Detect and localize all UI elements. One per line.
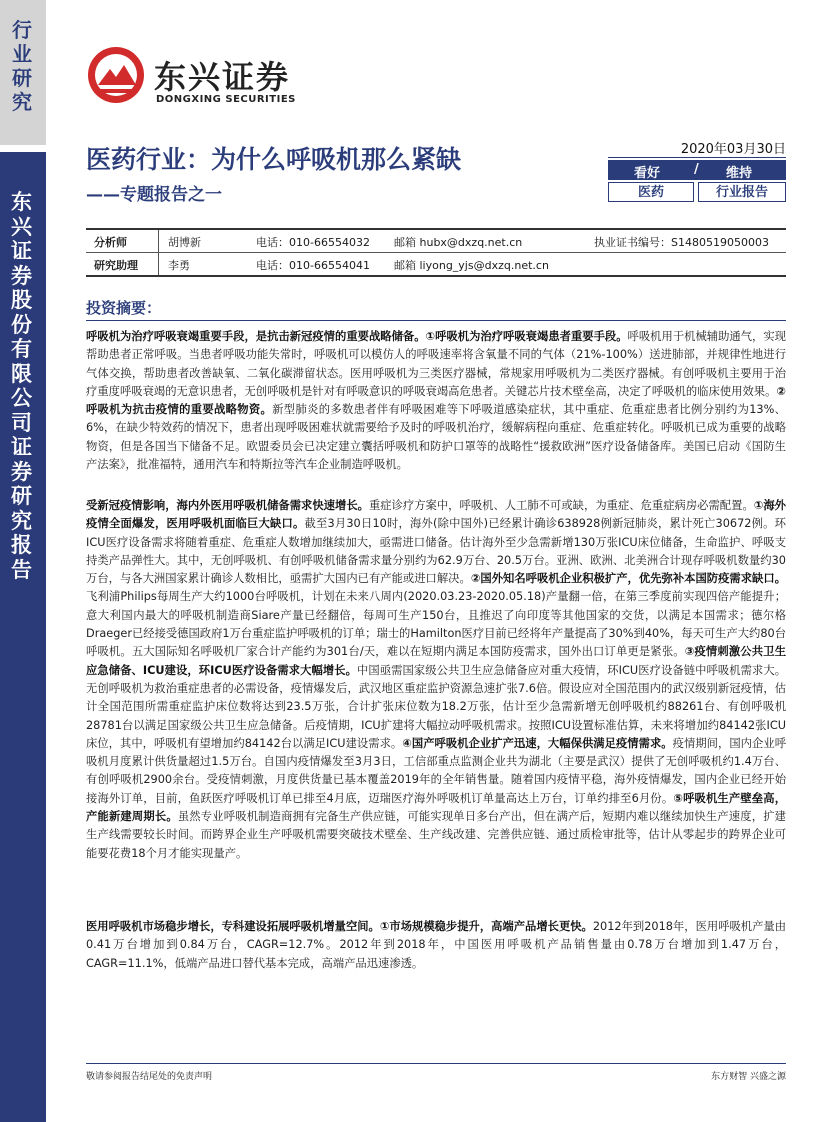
rating-action: 维持 bbox=[726, 166, 753, 181]
body-text: 重症诊疗方案中，呼吸机、人工肺不可或缺，为重症、危重症病房必需配置。 bbox=[368, 499, 754, 512]
analyst-phone: 电话：010-66554041 bbox=[256, 259, 370, 272]
sidebar-bottom bbox=[0, 152, 46, 1122]
body-text: 飞利浦Philips每周生产大约1000台呼吸机，计划在未来八周内(2020.03.23-2020.05.18)产量翻一倍，在第三季度前实现四倍产能提升；意大利国内最大的呼吸机制造商Siare产量已经翻倍，每周可生产150台，且推迟了向印度等其他国家的交货，以满足本国需求；德尔格Draeger已经接受德国政府1万台重症监护呼吸机的订单；瑞士的Hamilton医疗目前已经将年产量提高了30%到40%，每天可生产大约80台呼吸机。五大国际知名呼吸机厂家合计产能约为301台/天，难以在短期内满足本国防疫需求，国外出口订单更是紧张。 bbox=[86, 590, 786, 659]
disclaimer-note: 敬请参阅报告结尾处的免责声明 bbox=[86, 1072, 213, 1082]
section-divider bbox=[86, 320, 786, 321]
analyst-name: 李勇 bbox=[168, 259, 190, 272]
analyst-role: 分析师 bbox=[94, 236, 127, 249]
bold-point: ②国外知名呼吸机企业积极扩产，优先弥补本国防疫需求缺口。 bbox=[470, 572, 786, 586]
bold-point: ①海外疫情全面爆发，医用呼吸机面临巨大缺口。 bbox=[86, 499, 786, 531]
dongxing-logo-icon bbox=[86, 45, 146, 105]
bold-lead: 医用呼吸机市场稳步增长，专科建设拓展呼吸机增量空间。①市场规模稳步提升，高端产品增长更快。 bbox=[86, 920, 593, 933]
summary-paragraph-3 bbox=[86, 918, 786, 973]
body-text: 虽然专业呼吸机制造商拥有完备生产供应链，可能实现单日多台产出，但在满产后，短期内难以继续加快生产速度，扩建生产线需要较长时间。而跨界企业生产呼吸机需要突破技术壁垒、生产线改建、完善供应链、通过质检审批等，估计从零起步的跨界企业可能要花费18个月才能实现量产。 bbox=[86, 810, 786, 860]
category-label: 行业研究 bbox=[12, 18, 32, 114]
report-type: 行业报告 bbox=[698, 182, 786, 202]
summary-paragraph-2 bbox=[86, 497, 786, 863]
rating-box bbox=[608, 138, 786, 202]
body-text: 中国亟需国家级公共卫生应急储备应对重大疫情，环ICU医疗设备链中呼吸机需求大。无创呼吸机为救治重症患者的必需设备，疫情爆发后，武汉地区重症监护资源急速扩张7.6倍。假设应对全国范围内的武汉级别新冠疫情，估计全国范围所需重症监护床位数将达到23.5万张，合计扩张床位数为18.2万张，估计至少急需新增无创呼吸机约88261台、有创呼吸机28781台以满足国家级公共卫生应急储备。后疫情期，ICU扩建将大幅拉动呼吸机需求。按照ICU设置标准估算，未来将增加约84142张ICU床位，其中，呼吸机有望增加约84142台以满足ICU建设需求。 bbox=[86, 663, 786, 750]
sector-row bbox=[608, 182, 786, 202]
logo-english-name: DONGXING SECURITIES bbox=[156, 94, 296, 105]
analyst-row bbox=[86, 253, 786, 277]
analyst-email[interactable]: 邮箱 hubx@dxzq.net.cn bbox=[394, 236, 523, 249]
rating-outlook: 看好 bbox=[634, 166, 661, 181]
analyst-name: 胡博新 bbox=[168, 236, 201, 249]
bold-point: ⑤呼吸机生产壁垒高，产能新建周期长。 bbox=[86, 791, 786, 824]
sidebar bbox=[0, 0, 46, 1122]
analyst-phone: 电话：010-66554032 bbox=[256, 236, 370, 249]
company-slogan: 东方财智 兴盛之源 bbox=[711, 1072, 786, 1082]
section-title: 投资摘要： bbox=[86, 299, 162, 317]
body-text: 2012年到2018年，医用呼吸机产量由0.41万台增加到0.84万台，CAGR=12.7%。2012年到2018年，中国医用呼吸机产品销售量由0.78万台增加到1.47万台，CAGR=11.1%，低端产品进口替代基本完成，高端产品迅速渗透。 bbox=[86, 920, 786, 970]
analyst-role: 研究助理 bbox=[94, 259, 138, 272]
analyst-email[interactable]: 邮箱 liyong_yjs@dxzq.net.cn bbox=[394, 259, 549, 272]
company-label: 东兴证券股份有限公司证券研究报告 bbox=[11, 190, 32, 582]
sidebar-top bbox=[0, 0, 46, 145]
bold-lead: 受新冠疫情影响，海内外医用呼吸机储备需求快速增长。 bbox=[86, 499, 369, 512]
body-text: 呼吸机用于机械辅助通气，实现帮助患者正常呼吸。当患者呼吸功能失常时，呼吸机可以模仿人的呼吸速率将含氧量不同的气体（21%-100%）送进肺部，并规律性地进行气体交换，帮助患者改善缺氧、二氧化碳滞留状态。医用呼吸机为三类医疗器械，常规家用呼吸机为二类医疗器械。有创呼吸机主要用于治疗重度呼吸衰竭的无意识患者，无创呼吸机是针对有呼吸意识的呼吸衰竭高危患者。关键芯片技术壁垒高，决定了呼吸机的临床使用效果。 bbox=[86, 330, 786, 398]
bold-point: ②呼吸机为抗击疫情的重要战略物资。 bbox=[86, 384, 786, 417]
analyst-row bbox=[86, 228, 786, 253]
footer-divider bbox=[86, 1063, 786, 1064]
rating-bar bbox=[608, 160, 786, 180]
logo-chinese-name: 东兴证券 bbox=[154, 58, 291, 96]
bold-lead: 呼吸机为治疗呼吸衰竭重要手段，是抗击新冠疫情的重要战略储备。①呼吸机为治疗呼吸衰竭患者重要手段。 bbox=[86, 330, 628, 343]
sector-name: 医药 bbox=[608, 182, 694, 202]
report-title: 医药行业：为什么呼吸机那么紧缺 bbox=[86, 145, 462, 174]
body-text: 新型肺炎的多数患者伴有呼吸困难等下呼吸道感染症状，其中重症、危重症患者比例分别约为13%、6%，在缺少特效药的情况下，患者出现呼吸困难状就需要给予及时的呼吸机治疗，缓解病程向重症、危重症转化。呼吸机已成为重要的战略物资，但是各国当下储备不足。欧盟委员会已决定建立囊括呼吸机和防护口罩等的战略性“援救欧洲”医疗设备储备库。美国已启动《国防生产法案》，批准福特，通用汽车和特斯拉等汽车企业制造呼吸机。 bbox=[86, 403, 786, 472]
bold-point: ④国产呼吸机企业扩产迅速，大幅保供满足疫情需求。 bbox=[402, 736, 673, 750]
report-date: 2020年03月30日 bbox=[680, 142, 786, 157]
bold-point: ③疫情刺激公共卫生应急储备、ICU建设，环ICU医疗设备需求大幅增长。 bbox=[86, 645, 786, 677]
analyst-table bbox=[86, 228, 786, 277]
date-divider bbox=[608, 157, 786, 158]
analyst-cert: 执业证书编号：S1480519050003 bbox=[594, 236, 769, 249]
report-subtitle: ——专题报告之一 bbox=[86, 185, 222, 205]
rating-separator: / bbox=[694, 162, 699, 177]
body-text: 疫情期间，国内企业呼吸机月度累计供货量超过1.5万台。自国内疫情爆发至3月3日，工信部重点监测企业共为湖北（主要是武汉）提供了无创呼吸机约1.4万台、有创呼吸机2900余台。受疫情刺激，月度供货量已基本覆盖2019年的全年销售量。随着国内疫情平稳，海外疫情爆发，国内企业已经开始接海外订单，目前，鱼跃医疗呼吸机订单已排至4月底，迈瑞医疗海外呼吸机订单量高达上万台，订单约排至6月份。 bbox=[86, 736, 786, 805]
body-text: 截至3月30日10时，海外(除中国外)已经累计确诊638928例新冠肺炎，累计死亡30672例。环ICU医疗设备需求将随着重症、危重症人数增加继续加大，亟需进口储备。估计海外至少急需新增130万张ICU床位储备，生命监护、呼吸支持类产品弹性大。其中，无创呼吸机、有创呼吸机储备需求量分别约为62.9万台、20.5万台。亚洲、欧洲、北美洲合计现存呼吸机数量约30万台，与各大洲国家累计确诊人数相比，亟需扩大国内已有产能或进口解决。 bbox=[86, 517, 786, 586]
summary-paragraph-1 bbox=[86, 328, 786, 474]
